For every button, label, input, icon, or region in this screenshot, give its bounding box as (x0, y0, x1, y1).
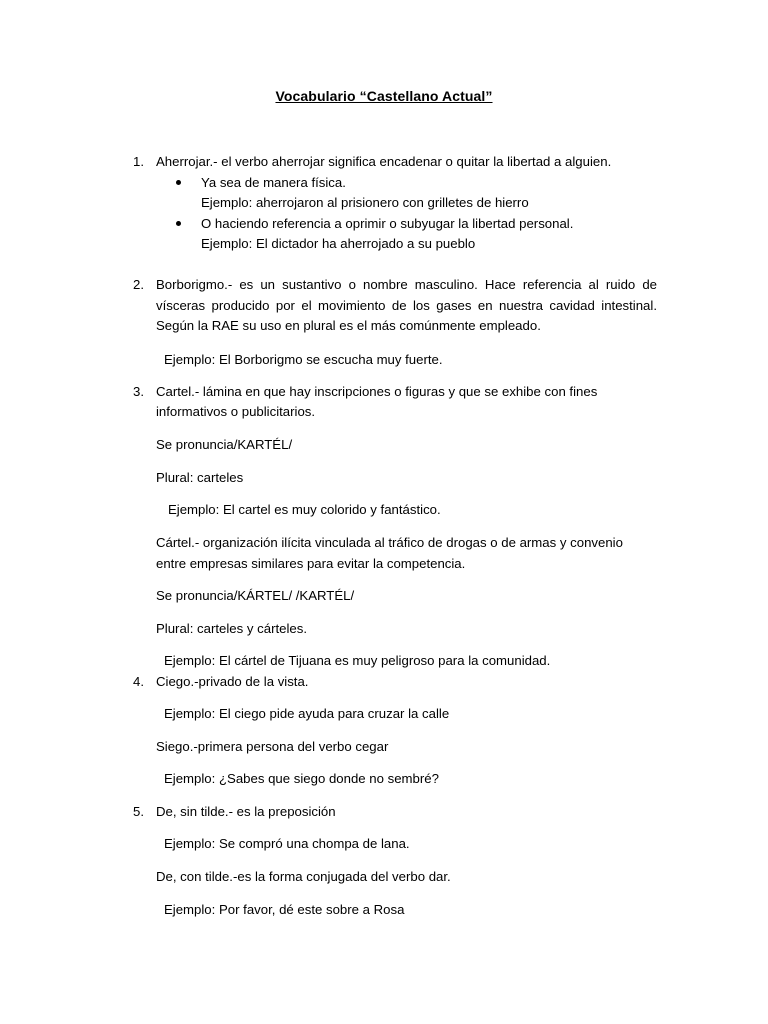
entry-plural: Plural: carteles (156, 470, 244, 485)
entry-alt-example: Ejemplo: Por favor, dé este sobre a Rosa (164, 902, 405, 917)
document-title: Vocabulario “Castellano Actual” (275, 88, 493, 104)
entry-number: 2. (133, 277, 144, 292)
entry-alt-example: Ejemplo: ¿Sabes que siego donde no sembré? (164, 771, 439, 786)
entry-number: 3. (133, 384, 144, 399)
entry-example: Ejemplo: El ciego pide ayuda para cruzar la calle (164, 706, 450, 721)
entry-alt-definition: entre empresas similares para evitar la competencia. (156, 556, 466, 571)
entry-definition: De, sin tilde.- es la preposición (156, 804, 336, 819)
entry-number: 4. (133, 674, 144, 689)
entry-definition: Borborigmo.- es un sustantivo o nombre masculino. Hace referencia al ruido de vísceras producido por el movimiento de los gases en nuestra cavidad intestinal. Según la RAE su uso en plural es el más comúnmente empleado. (156, 277, 657, 333)
entry-pronunciation: Se pronuncia/KARTÉL/ (156, 437, 293, 452)
bullet-icon (176, 180, 181, 185)
entry-alt-definition: Siego.-primera persona del verbo cegar (156, 739, 389, 754)
entry-alt-example: Ejemplo: El cártel de Tijuana es muy peligroso para la comunidad. (164, 653, 551, 668)
entry-example: Ejemplo: Se compró una chompa de lana. (164, 836, 410, 851)
bullet-icon (176, 221, 181, 226)
entry-definition: informativos o publicitarios. (156, 404, 316, 419)
bullet-text: O haciendo referencia a oprimir o subyugar la libertad personal. (201, 216, 574, 231)
bullet-example: Ejemplo: El dictador ha aherrojado a su pueblo (201, 236, 476, 251)
entry-definition: Cartel.- lámina en que hay inscripciones o figuras y que se exhibe con fines (156, 384, 598, 399)
entry-example: Ejemplo: El Borborigmo se escucha muy fuerte. (164, 352, 443, 367)
entry-alt-definition: De, con tilde.-es la forma conjugada del verbo dar. (156, 869, 451, 884)
entry-alt-pronunciation: Se pronuncia/KÁRTEL/ /KARTÉL/ (156, 588, 355, 603)
entry-number: 5. (133, 804, 144, 819)
entry-definition: Aherrojar.- el verbo aherrojar significa encadenar o quitar la libertad a alguien. (156, 154, 612, 169)
bullet-text: Ya sea de manera física. (201, 175, 346, 190)
bullet-example: Ejemplo: aherrojaron al prisionero con grilletes de hierro (201, 195, 529, 210)
entry-number: 1. (133, 154, 144, 169)
entry-alt-definition: Cártel.- organización ilícita vinculada al tráfico de drogas o de armas y convenio (156, 535, 623, 550)
entry-alt-plural: Plural: carteles y cárteles. (156, 621, 307, 636)
entry-example: Ejemplo: El cartel es muy colorido y fantástico. (168, 502, 441, 517)
entry-definition: Ciego.-privado de la vista. (156, 674, 309, 689)
